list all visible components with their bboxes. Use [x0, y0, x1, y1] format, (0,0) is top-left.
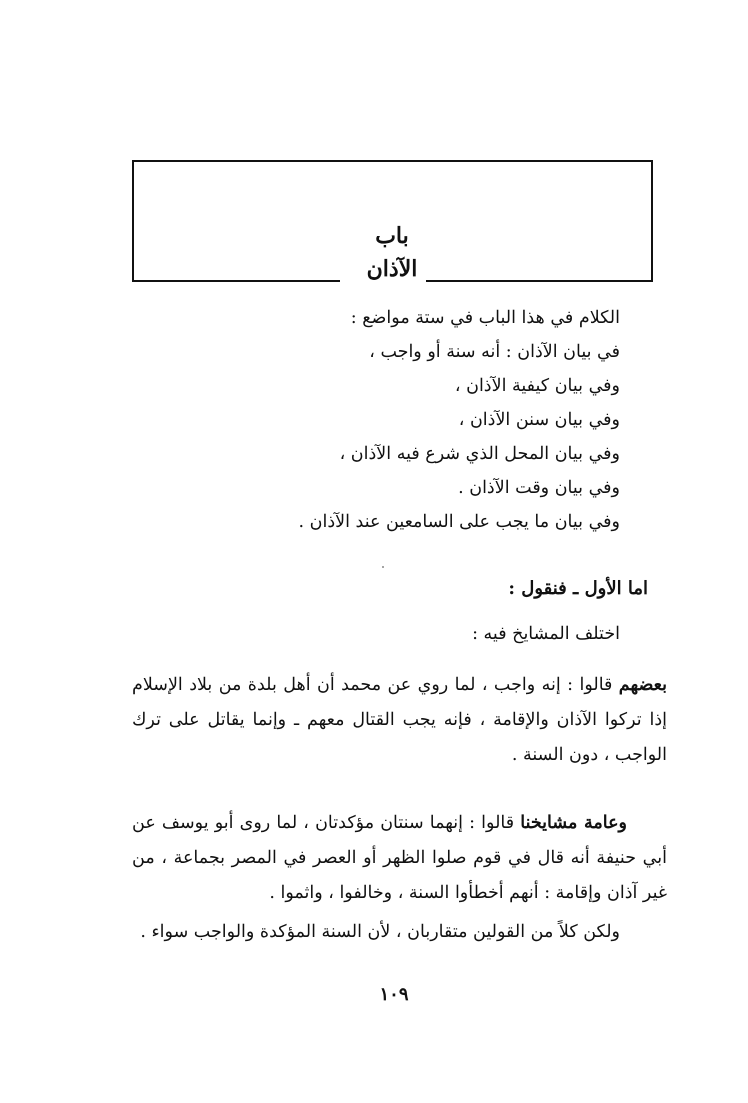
paragraph-2-text: قالوا : إنهما سنتان مؤكدتان ، لما روى أبو يوسف عن أبي حنيفة أنه قال في قوم صلوا الظهر أو العصر في المصر بجماعة ، من غير آذان وإقامة : أنهم أخطأوا السنة ، وخالفوا ، واثموا .: [132, 813, 667, 903]
intro-lead: الكلام في هذا الباب في ستة مواضع :: [350, 308, 620, 328]
paragraph-1-text: قالوا : إنه واجب ، لما روي عن محمد أن أهل بلدة من بلاد الإسلام إذا تركوا الآذان والإقامة ، فإنه يجب القتال معهم ـ وإنما يقاتل على ترك الواجب ، دون السنة .: [132, 675, 667, 765]
intro-item-4: وفي بيان المحل الذي شرع فيه الآذان ،: [339, 444, 620, 464]
section-intro-line: اختلف المشايخ فيه :: [472, 624, 620, 644]
intro-item-3: وفي بيان سنن الآذان ،: [458, 410, 620, 430]
stray-mark: [382, 566, 384, 568]
chapter-title: الآذان: [366, 256, 418, 282]
paragraph-1-lead: بعضهم: [618, 675, 667, 695]
intro-item-1: في بيان الآذان : أنه سنة أو واجب ،: [369, 342, 620, 362]
paragraph-1: [132, 668, 667, 773]
chapter-label: باب: [375, 223, 409, 249]
frame-rule-left: [132, 280, 340, 282]
paragraph-3: ولكن كلاً من القولين متقاربان ، لأن السنة المؤكدة والواجب سواء .: [140, 922, 620, 942]
paragraph-2: [132, 806, 667, 911]
frame-rule-right: [426, 280, 653, 282]
intro-item-6: وفي بيان ما يجب على السامعين عند الآذان .: [298, 512, 620, 532]
intro-item-2: وفي بيان كيفية الآذان ،: [454, 376, 620, 396]
section-heading: اما الأول ـ فنقول :: [508, 578, 648, 599]
paragraph-2-lead: وعامة مشايخنا: [520, 813, 627, 833]
intro-item-5: وفي بيان وقت الآذان .: [458, 478, 620, 498]
page-number: ١٠٩: [379, 984, 409, 1005]
